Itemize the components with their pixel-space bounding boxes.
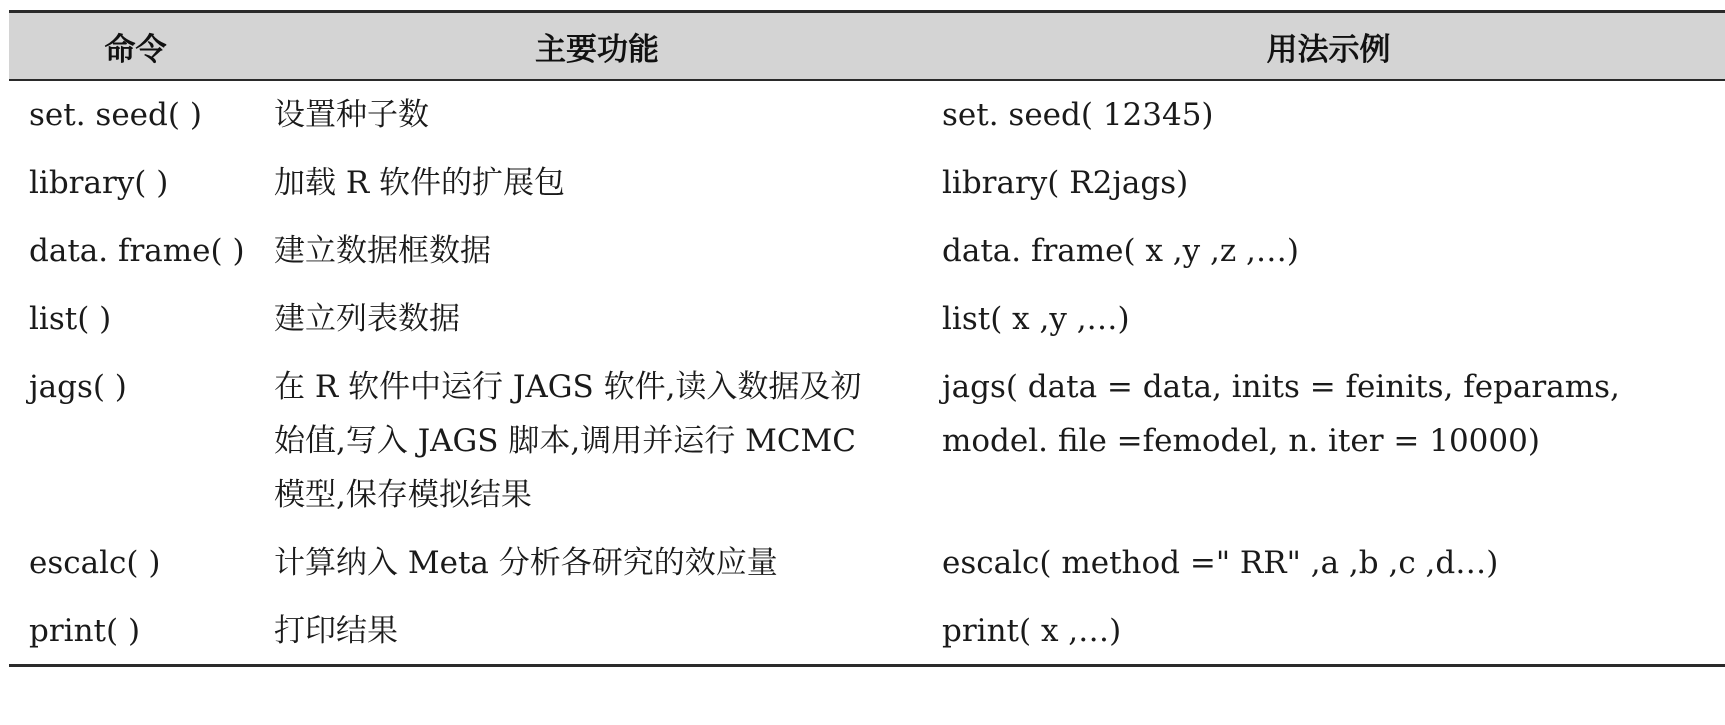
table-row — [9, 156, 1725, 224]
command-cell: jags( ) — [29, 369, 127, 405]
table-header — [9, 12, 1725, 81]
command-cell: set. seed( ) — [29, 97, 202, 133]
usage-cell: list( x ,y ,…) — [942, 301, 1130, 337]
table-row — [9, 80, 1725, 156]
function-cell: 建立数据框数据 — [274, 233, 491, 269]
table-row — [9, 536, 1725, 604]
header-command: 命令 — [104, 31, 167, 68]
table-body — [9, 80, 1725, 666]
usage-cell: set. seed( 12345) — [942, 97, 1214, 133]
usage-line: model. file =femodel, n. iter = 10000) — [942, 423, 1540, 459]
function-cell: 计算纳入 Meta 分析各研究的效应量 — [274, 545, 778, 581]
function-cell — [262, 360, 932, 536]
function-cell: 建立列表数据 — [274, 301, 460, 337]
command-cell: library( ) — [29, 165, 169, 201]
table-row — [9, 604, 1725, 666]
function-cell: 加载 R 软件的扩展包 — [274, 165, 566, 201]
function-line: 在 R 软件中运行 JAGS 软件,读入数据及初 — [274, 369, 862, 405]
function-line: 始值,写入 JAGS 脚本,调用并运行 MCMC — [274, 423, 857, 459]
usage-cell — [932, 360, 1725, 536]
command-table — [9, 10, 1725, 667]
function-cell: 设置种子数 — [274, 97, 429, 133]
usage-line: jags( data = data, inits = feinits, feparams, — [942, 369, 1620, 405]
usage-cell: escalc( method =" RR" ,a ,b ,c ,d…) — [942, 545, 1499, 581]
usage-cell: data. frame( x ,y ,z ,…) — [942, 233, 1299, 269]
header-function: 主要功能 — [535, 31, 659, 68]
table-row — [9, 292, 1725, 360]
command-table-container — [9, 10, 1725, 667]
table-row — [9, 360, 1725, 536]
table-row — [9, 224, 1725, 292]
command-cell: list( ) — [29, 301, 112, 337]
command-cell: data. frame( ) — [29, 233, 245, 269]
usage-cell: library( R2jags) — [942, 165, 1189, 201]
header-row — [9, 12, 1725, 81]
function-line: 模型,保存模拟结果 — [274, 477, 532, 513]
function-cell: 打印结果 — [262, 604, 932, 666]
header-usage: 用法示例 — [1266, 31, 1391, 68]
usage-cell: print( x ,…) — [932, 604, 1725, 666]
command-cell: escalc( ) — [29, 545, 161, 581]
command-cell: print( ) — [9, 604, 262, 666]
